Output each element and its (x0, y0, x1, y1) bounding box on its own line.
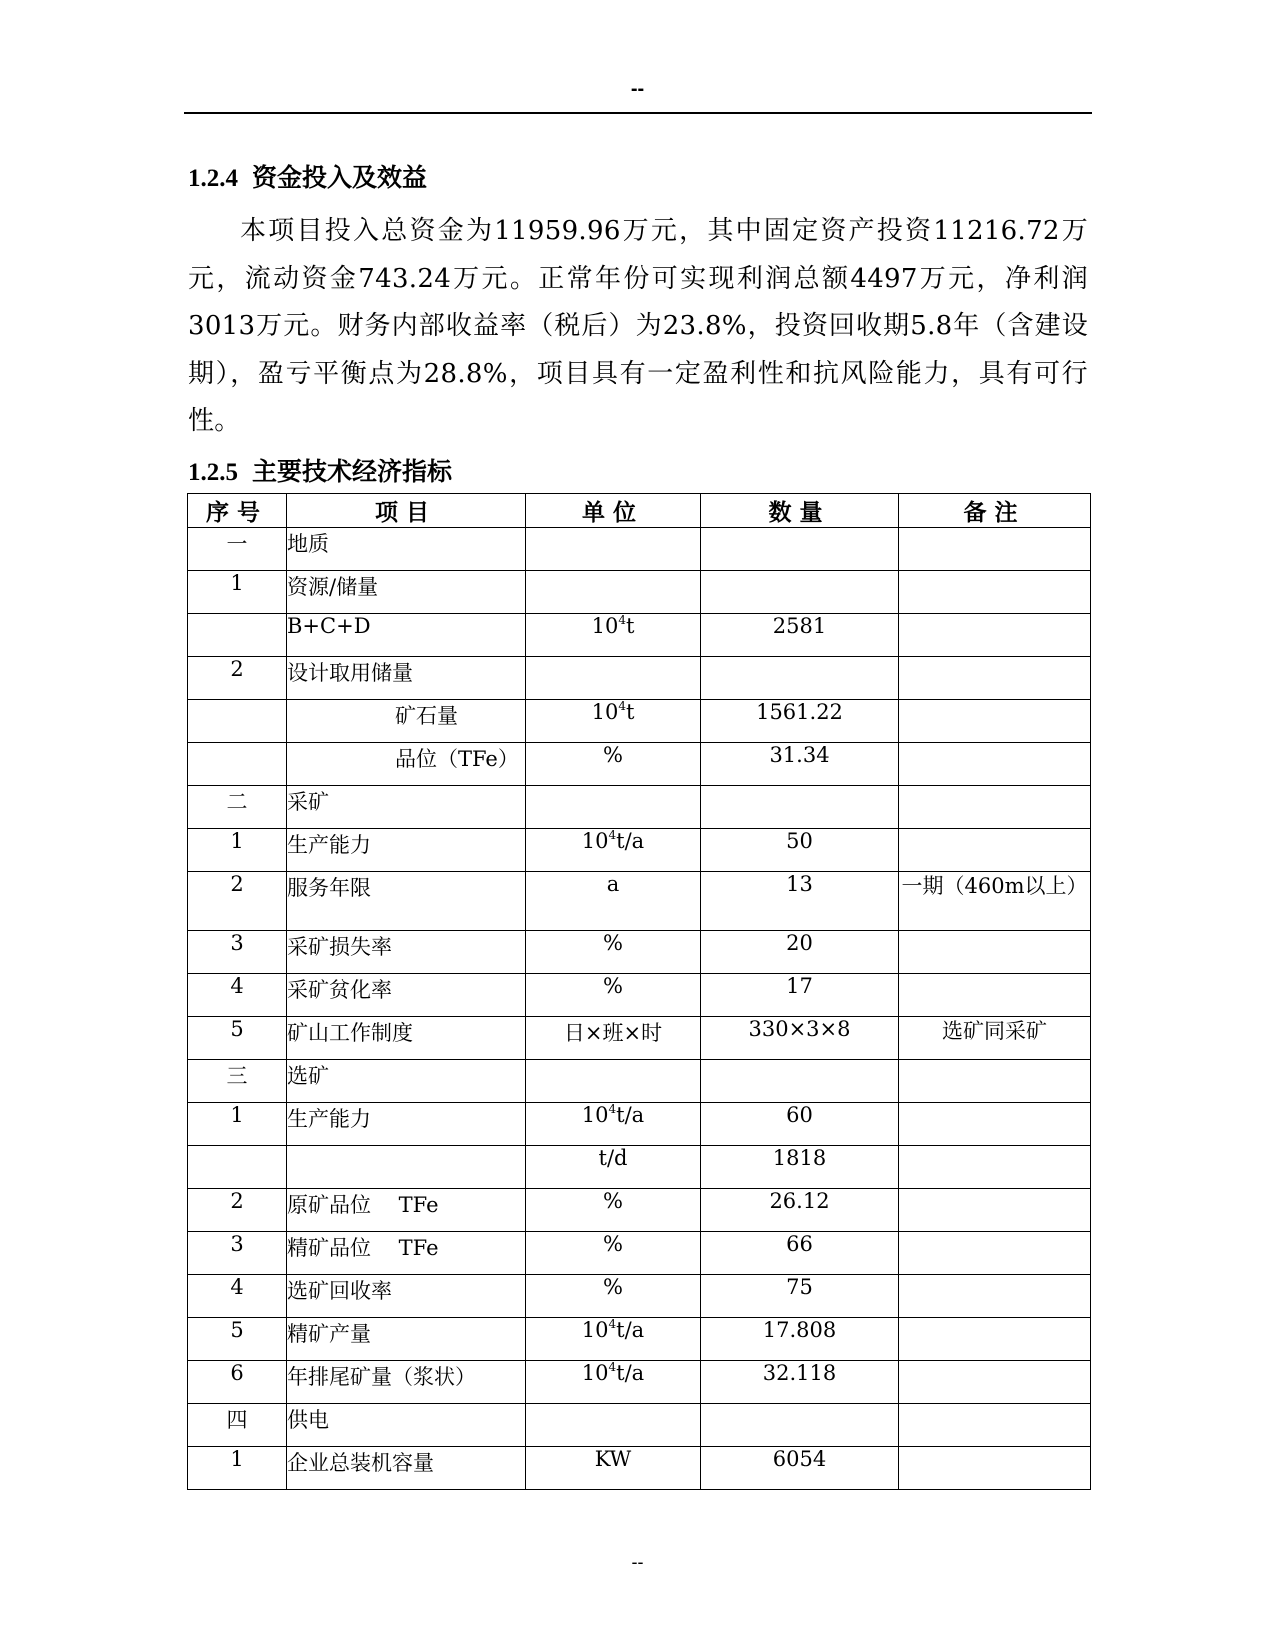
row-quantity: 75 (701, 1275, 899, 1318)
table-row (188, 1318, 1091, 1361)
row-note (899, 931, 1091, 974)
unit-tail: t (625, 614, 635, 638)
row-seq: 二 (188, 786, 287, 829)
row-note (899, 1447, 1091, 1490)
row-item: 生产能力 (287, 1103, 526, 1146)
row-seq: 三 (188, 1060, 287, 1103)
header-note: 备注 (899, 494, 1091, 528)
row-unit: % (526, 1232, 701, 1275)
table-row (188, 829, 1091, 872)
row-seq (188, 743, 287, 786)
unit-base: 10 (581, 1318, 609, 1342)
section-title: 主要技术经济指标 (252, 457, 453, 486)
row-quantity: 17 (701, 974, 899, 1017)
row-note (899, 829, 1091, 872)
row-quantity: 20 (701, 931, 899, 974)
row-note (899, 1275, 1091, 1318)
row-item: 资源/储量 (287, 571, 526, 614)
table-row (188, 1103, 1091, 1146)
row-note (899, 1146, 1091, 1189)
row-quantity (701, 1404, 899, 1447)
row-quantity: 66 (701, 1232, 899, 1275)
row-seq (188, 614, 287, 657)
table-row (188, 743, 1091, 786)
row-quantity: 6054 (701, 1447, 899, 1490)
table-row (188, 872, 1091, 931)
row-item: 矿石量 (287, 700, 526, 743)
unit-exponent: 4 (608, 1102, 617, 1116)
header-unit: 单位 (526, 494, 701, 528)
header-seq: 序号 (188, 494, 287, 528)
unit-base: 10 (581, 829, 609, 853)
row-note: 一期（460m以上） (899, 872, 1091, 931)
row-item: 采矿贫化率 (287, 974, 526, 1017)
row-unit (526, 614, 701, 657)
row-item: 原矿品位 TFe (287, 1189, 526, 1232)
page-footer-mark: -- (631, 1552, 644, 1572)
row-unit (526, 1060, 701, 1103)
section-number: 1.2.5 (188, 459, 238, 486)
table-row (188, 1232, 1091, 1275)
row-unit: % (526, 1189, 701, 1232)
unit-exponent: 4 (618, 699, 626, 713)
row-unit: % (526, 974, 701, 1017)
row-note (899, 974, 1091, 1017)
row-seq: 4 (188, 1275, 287, 1318)
row-note (899, 657, 1091, 700)
table-row (188, 931, 1091, 974)
table-row (188, 1060, 1091, 1103)
row-seq: 4 (188, 974, 287, 1017)
row-note (899, 571, 1091, 614)
row-note (899, 1103, 1091, 1146)
row-item: 选矿 (287, 1060, 526, 1103)
row-quantity: 1561.22 (701, 700, 899, 743)
unit-base: 10 (581, 1361, 609, 1385)
section-heading-1-2-5 (188, 452, 452, 488)
row-seq: 一 (188, 528, 287, 571)
row-note (899, 1318, 1091, 1361)
row-unit: t/d (526, 1146, 701, 1189)
section-heading-1-2-4 (188, 158, 427, 194)
row-unit: % (526, 743, 701, 786)
table-row (188, 528, 1091, 571)
row-seq (188, 1146, 287, 1189)
row-quantity: 60 (701, 1103, 899, 1146)
row-item: 选矿回收率 (287, 1275, 526, 1318)
row-item: 地质 (287, 528, 526, 571)
row-unit (526, 700, 701, 743)
row-seq: 2 (188, 1189, 287, 1232)
row-unit (526, 528, 701, 571)
row-item (287, 1146, 526, 1189)
row-quantity: 2581 (701, 614, 899, 657)
page-header-mark: -- (630, 78, 645, 100)
row-quantity (701, 1060, 899, 1103)
row-quantity (701, 657, 899, 700)
section-number: 1.2.4 (188, 165, 238, 192)
row-item: 企业总装机容量 (287, 1447, 526, 1490)
row-unit (526, 657, 701, 700)
table-row (188, 786, 1091, 829)
technical-economic-indicators-table (187, 493, 1091, 1490)
row-item: 设计取用储量 (287, 657, 526, 700)
table-row (188, 1189, 1091, 1232)
row-seq: 1 (188, 829, 287, 872)
row-seq: 1 (188, 571, 287, 614)
row-note (899, 1232, 1091, 1275)
unit-exponent: 4 (608, 1360, 617, 1374)
row-quantity: 32.118 (701, 1361, 899, 1404)
unit-base: 10 (581, 1103, 609, 1127)
row-item: 采矿损失率 (287, 931, 526, 974)
row-seq: 5 (188, 1017, 287, 1060)
header-item: 项目 (287, 494, 526, 528)
row-note (899, 1189, 1091, 1232)
unit-tail: t/a (616, 829, 645, 853)
row-item: 精矿产量 (287, 1318, 526, 1361)
unit-base: 10 (591, 614, 619, 638)
row-quantity: 31.34 (701, 743, 899, 786)
table-row (188, 1017, 1091, 1060)
row-unit: KW (526, 1447, 701, 1490)
table-row (188, 1275, 1091, 1318)
row-unit (526, 786, 701, 829)
row-unit (526, 1361, 701, 1404)
unit-tail: t/a (616, 1361, 645, 1385)
row-note (899, 1404, 1091, 1447)
row-item: B+C+D (287, 614, 526, 657)
row-seq: 3 (188, 931, 287, 974)
row-unit: a (526, 872, 701, 931)
row-item: 品位（TFe） (287, 743, 526, 786)
table-row (188, 657, 1091, 700)
unit-exponent: 4 (608, 1317, 617, 1331)
row-quantity: 13 (701, 872, 899, 931)
table-row (188, 614, 1091, 657)
table-row (188, 1361, 1091, 1404)
row-note (899, 743, 1091, 786)
unit-tail: t (625, 700, 635, 724)
row-seq: 1 (188, 1103, 287, 1146)
row-seq: 3 (188, 1232, 287, 1275)
unit-tail: t/a (616, 1103, 645, 1127)
row-quantity: 50 (701, 829, 899, 872)
row-quantity: 330×3×8 (701, 1017, 899, 1060)
row-item: 服务年限 (287, 872, 526, 931)
row-unit (526, 571, 701, 614)
row-unit (526, 1318, 701, 1361)
row-seq: 2 (188, 657, 287, 700)
unit-exponent: 4 (608, 828, 617, 842)
row-unit: % (526, 931, 701, 974)
row-item: 生产能力 (287, 829, 526, 872)
unit-base: 10 (591, 700, 619, 724)
table-header-row (188, 494, 1091, 528)
row-seq (188, 700, 287, 743)
row-quantity (701, 528, 899, 571)
row-note (899, 528, 1091, 571)
row-note (899, 1361, 1091, 1404)
row-seq: 2 (188, 872, 287, 931)
row-note (899, 786, 1091, 829)
row-item: 采矿 (287, 786, 526, 829)
row-item: 矿山工作制度 (287, 1017, 526, 1060)
investment-paragraph: 本项目投入总资金为11959.96万元，其中固定资产投资11216.72万元，流动资金743.24万元。正常年份可实现利润总额4497万元，净利润3013万元。财务内部收益率（税后）为23.8%，投资回收期5.8年（含建设期），盈亏平衡点为28.8%，项目具有一定盈利性和抗风险能力，具有可行性。 (188, 216, 1088, 436)
row-quantity (701, 571, 899, 614)
row-quantity: 17.808 (701, 1318, 899, 1361)
row-item: 供电 (287, 1404, 526, 1447)
header-rule (184, 112, 1092, 114)
row-unit (526, 1404, 701, 1447)
row-quantity (701, 786, 899, 829)
row-quantity: 1818 (701, 1146, 899, 1189)
row-unit: % (526, 1275, 701, 1318)
table-row (188, 700, 1091, 743)
row-note (899, 614, 1091, 657)
row-note (899, 1060, 1091, 1103)
row-unit (526, 1103, 701, 1146)
row-seq: 四 (188, 1404, 287, 1447)
row-unit: 日×班×时 (526, 1017, 701, 1060)
table-row (188, 571, 1091, 614)
row-item: 精矿品位 TFe (287, 1232, 526, 1275)
row-seq: 6 (188, 1361, 287, 1404)
unit-tail: t/a (616, 1318, 645, 1342)
table-row (188, 1404, 1091, 1447)
section-title: 资金投入及效益 (252, 163, 428, 192)
row-seq: 5 (188, 1318, 287, 1361)
row-quantity: 26.12 (701, 1189, 899, 1232)
unit-exponent: 4 (618, 613, 626, 627)
table-row (188, 1447, 1091, 1490)
table-row (188, 974, 1091, 1017)
row-unit (526, 829, 701, 872)
row-item: 年排尾矿量（浆状） (287, 1361, 526, 1404)
row-note: 选矿同采矿 (899, 1017, 1091, 1060)
header-quantity: 数量 (701, 494, 899, 528)
row-seq: 1 (188, 1447, 287, 1490)
table-row (188, 1146, 1091, 1189)
row-note (899, 700, 1091, 743)
